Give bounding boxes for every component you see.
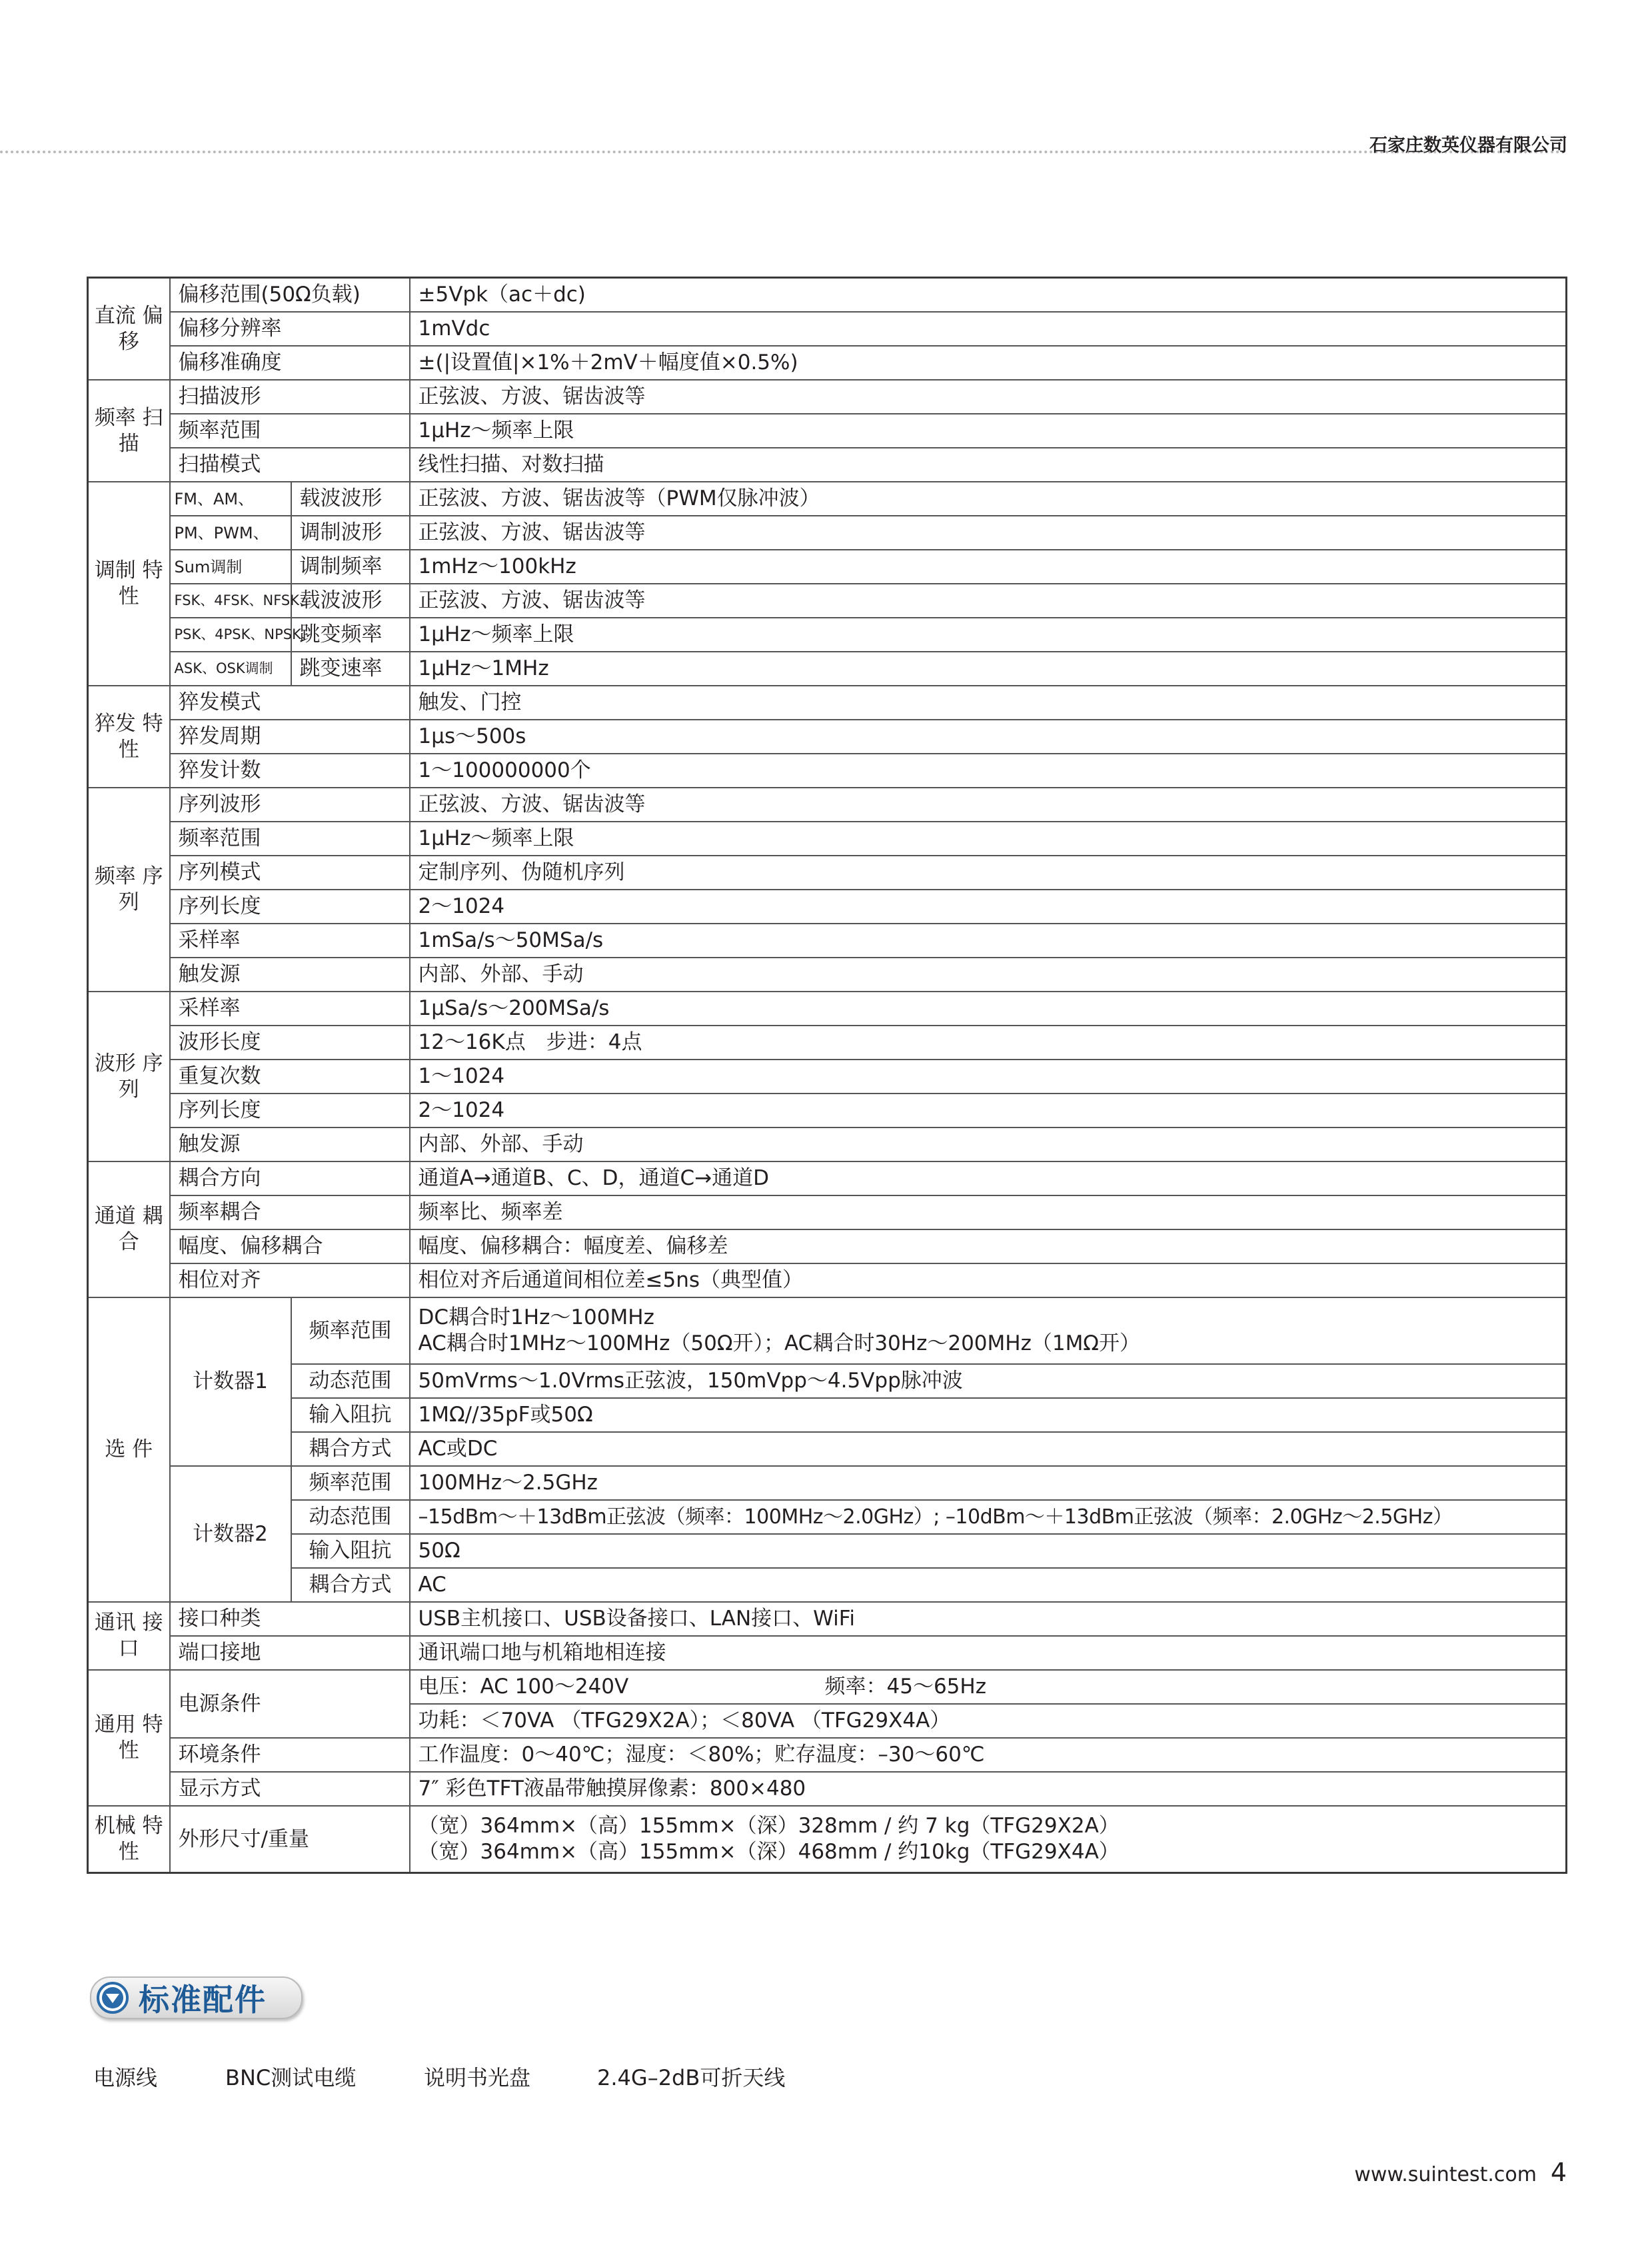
row-value: 内部、外部、手动 [410,958,1567,992]
table-row [88,1568,1567,1602]
row-label: 显示方式 [170,1772,410,1806]
row-label: 输入阻抗 [291,1534,410,1568]
mod-group1-line: PM、PWM、 [170,516,291,550]
row-value: 1mVdc [410,312,1567,346]
row-label: 跳变速率 [291,652,410,686]
row-value: 1μHz～频率上限 [410,618,1567,652]
table-row [88,1364,1567,1398]
row-label: 序列模式 [170,856,410,890]
row-label: 动态范围 [291,1364,410,1398]
row-value: 通道A→通道B、C、D，通道C→通道D [410,1161,1567,1195]
row-value: 1～1024 [410,1060,1567,1094]
category-modulation: 调制 特性 [88,482,170,686]
mod-group1-line: Sum调制 [170,550,291,584]
row-label: 频率范围 [170,414,410,448]
table-row [88,890,1567,924]
table-row [88,1398,1567,1432]
row-label: 幅度、偏移耦合 [170,1229,410,1263]
row-label: 重复次数 [170,1060,410,1094]
row-value [410,1670,1567,1704]
row-value: 2～1024 [410,890,1567,924]
table-row [88,1229,1567,1263]
table-row [88,380,1567,414]
row-value: ±5Vpk（ac＋dc) [410,278,1567,313]
mod-group2-line: PSK、4PSK、NPSK、 [170,618,291,652]
category-mechanical: 机械 特性 [88,1806,170,1873]
row-label: 调制波形 [291,516,410,550]
counter1-name: 计数器1 [170,1297,291,1466]
accessory-item: 说明书光盘 [424,2065,531,2090]
row-label: 输入阻抗 [291,1398,410,1432]
row-value: 功耗：＜70VA （TFG29X2A）；＜80VA （TFG29X4A） [410,1704,1567,1738]
table-row [88,1432,1567,1466]
row-label: 耦合方向 [170,1161,410,1195]
row-value: –15dBm～＋13dBm正弦波（频率：100MHz～2.0GHz）; –10dBm～＋13dBm正弦波（频率：2.0GHz～2.5GHz） [410,1500,1567,1534]
row-label: 耦合方式 [291,1432,410,1466]
row-value-multiline [410,1297,1567,1364]
row-label: 触发源 [170,1127,410,1161]
table-row [88,1297,1567,1364]
table-row [88,1738,1567,1772]
table-row [88,482,1567,516]
table-row [88,1500,1567,1534]
table-row [88,1094,1567,1127]
row-value: 频率比、频率差 [410,1195,1567,1229]
row-value: AC [410,1568,1567,1602]
row-label: 载波波形 [291,482,410,516]
power-voltage: 电压：AC 100～240V [418,1675,629,1699]
table-row [88,550,1567,584]
table-row [88,346,1567,380]
footer-url: www.suintest.com [1354,2163,1537,2186]
table-row [88,1534,1567,1568]
row-value: 1μSa/s～200MSa/s [410,992,1567,1026]
table-row [88,1161,1567,1195]
row-label: 动态范围 [291,1500,410,1534]
row-label: 序列波形 [170,788,410,822]
row-value: 正弦波、方波、锯齿波等 [410,380,1567,414]
value-line: DC耦合时1Hz～100MHz [418,1305,654,1330]
category-options: 选 件 [88,1297,170,1602]
row-label: 偏移分辨率 [170,312,410,346]
row-label: 猝发周期 [170,720,410,754]
accessories-title: 标准配件 [139,1982,267,2018]
table-row [88,958,1567,992]
row-label: 端口接地 [170,1636,410,1670]
table-row [88,992,1567,1026]
category-freq-sequence: 频率 序列 [88,788,170,992]
mod-group1-line: FM、AM、 [170,482,291,516]
table-row [88,1026,1567,1060]
table-row [88,720,1567,754]
row-value-multiline [410,1806,1567,1873]
row-value: 1μHz～频率上限 [410,414,1567,448]
row-label: 耦合方式 [291,1568,410,1602]
accessories-heading [90,1976,303,2019]
row-label: 载波波形 [291,584,410,618]
power-frequency: 频率：45～65Hz [824,1675,986,1699]
row-value: 7″ 彩色TFT液晶带触摸屏像素：800×480 [410,1772,1567,1806]
page-number: 4 [1550,2158,1567,2187]
counter2-name: 计数器2 [170,1466,291,1602]
header-dotted-rule [0,151,1566,153]
table-row [88,1127,1567,1161]
row-label: 采样率 [170,992,410,1026]
row-value: AC或DC [410,1432,1567,1466]
row-value: 1～100000000个 [410,754,1567,788]
table-row [88,414,1567,448]
row-label: 外形尺寸/重量 [170,1806,410,1873]
table-row [88,278,1567,313]
row-value: 正弦波、方波、锯齿波等（PWM仅脉冲波） [410,482,1567,516]
row-value: 100MHz～2.5GHz [410,1466,1567,1500]
table-row [88,652,1567,686]
table-row [88,754,1567,788]
row-value: 1mSa/s～50MSa/s [410,924,1567,958]
row-label: 跳变频率 [291,618,410,652]
row-label: 偏移范围(50Ω负载) [170,278,410,313]
table-row [88,1772,1567,1806]
mod-group2-line: ASK、OSK调制 [170,652,291,686]
row-label: 猝发模式 [170,686,410,720]
row-value: 50Ω [410,1534,1567,1568]
table-row [88,822,1567,856]
row-value: 工作温度：0～40℃；湿度：＜80%；贮存温度：–30～60℃ [410,1738,1567,1772]
row-label: 频率范围 [170,822,410,856]
row-label: 偏移准确度 [170,346,410,380]
row-label: 序列长度 [170,890,410,924]
row-value: 定制序列、伪随机序列 [410,856,1567,890]
row-label: 接口种类 [170,1602,410,1636]
row-label: 环境条件 [170,1738,410,1772]
category-sweep: 频率 扫描 [88,380,170,482]
table-row [88,618,1567,652]
accessory-item: BNC测试电缆 [225,2065,357,2090]
table-row [88,856,1567,890]
table-row [88,1602,1567,1636]
table-row [88,1670,1567,1704]
row-label: 波形长度 [170,1026,410,1060]
table-row [88,312,1567,346]
accessory-item: 电源线 [93,2065,158,2090]
row-value: 1μHz～频率上限 [410,822,1567,856]
row-value: 50mVrms～1.0Vrms正弦波，150mVpp～4.5Vpp脉冲波 [410,1364,1567,1398]
row-value: 内部、外部、手动 [410,1127,1567,1161]
row-value: 正弦波、方波、锯齿波等 [410,788,1567,822]
value-line: AC耦合时1MHz～100MHz（50Ω开）；AC耦合时30Hz～200MHz（1MΩ开） [418,1331,1141,1355]
row-value: 1μs～500s [410,720,1567,754]
category-burst: 猝发 特性 [88,686,170,788]
row-value: 正弦波、方波、锯齿波等 [410,516,1567,550]
table-row [88,788,1567,822]
row-label: 相位对齐 [170,1263,410,1297]
spec-table [87,277,1567,1874]
mod-group2-line: FSK、4FSK、NFSK、 [170,584,291,618]
category-channel-coupling: 通道 耦合 [88,1161,170,1297]
category-dc-offset: 直流 偏移 [88,278,170,380]
row-label: 采样率 [170,924,410,958]
table-row [88,924,1567,958]
row-value: 幅度、偏移耦合：幅度差、偏移差 [410,1229,1567,1263]
table-row [88,1806,1567,1873]
row-label: 频率范围 [291,1466,410,1500]
row-value: 通讯端口地与机箱地相连接 [410,1636,1567,1670]
chevron-down-circle-icon [96,1981,129,2014]
table-row [88,686,1567,720]
value-line: （宽）364mm×（高）155mm×（深）468mm / 约10kg（TFG29X4A） [418,1840,1120,1864]
row-value: 2～1024 [410,1094,1567,1127]
row-value: 12～16K点 步进：4点 [410,1026,1567,1060]
row-value: 相位对齐后通道间相位差≤5ns（典型值） [410,1263,1567,1297]
row-label: 猝发计数 [170,754,410,788]
value-line: （宽）364mm×（高）155mm×（深）328mm / 约 7 kg（TFG29X2A） [418,1814,1120,1839]
category-wave-sequence: 波形 序列 [88,992,170,1161]
row-label: 调制频率 [291,550,410,584]
table-row [88,448,1567,482]
table-row [88,1636,1567,1670]
row-value: USB主机接口、USB设备接口、LAN接口、WiFi [410,1602,1567,1636]
row-value: 1MΩ//35pF或50Ω [410,1398,1567,1432]
row-label: 扫描波形 [170,380,410,414]
row-value: 1mHz～100kHz [410,550,1567,584]
row-label: 触发源 [170,958,410,992]
accessory-item: 2.4G–2dB可折天线 [597,2065,786,2090]
row-value: 触发、门控 [410,686,1567,720]
table-row [88,1263,1567,1297]
row-label: 扫描模式 [170,448,410,482]
row-value: 线性扫描、对数扫描 [410,448,1567,482]
row-label: 序列长度 [170,1094,410,1127]
row-label: 电源条件 [170,1670,410,1738]
row-value: ±(|设置值|×1%＋2mV＋幅度值×0.5%) [410,346,1567,380]
table-row [88,1466,1567,1500]
table-row [88,584,1567,618]
table-row [88,516,1567,550]
category-general: 通用 特性 [88,1670,170,1806]
company-name: 石家庄数英仪器有限公司 [1369,135,1567,156]
row-value: 正弦波、方波、锯齿波等 [410,584,1567,618]
category-communication: 通讯 接口 [88,1602,170,1670]
row-label: 频率耦合 [170,1195,410,1229]
row-value: 1μHz～1MHz [410,652,1567,686]
table-row [88,1060,1567,1094]
table-row [88,1195,1567,1229]
row-label: 频率范围 [291,1297,410,1364]
